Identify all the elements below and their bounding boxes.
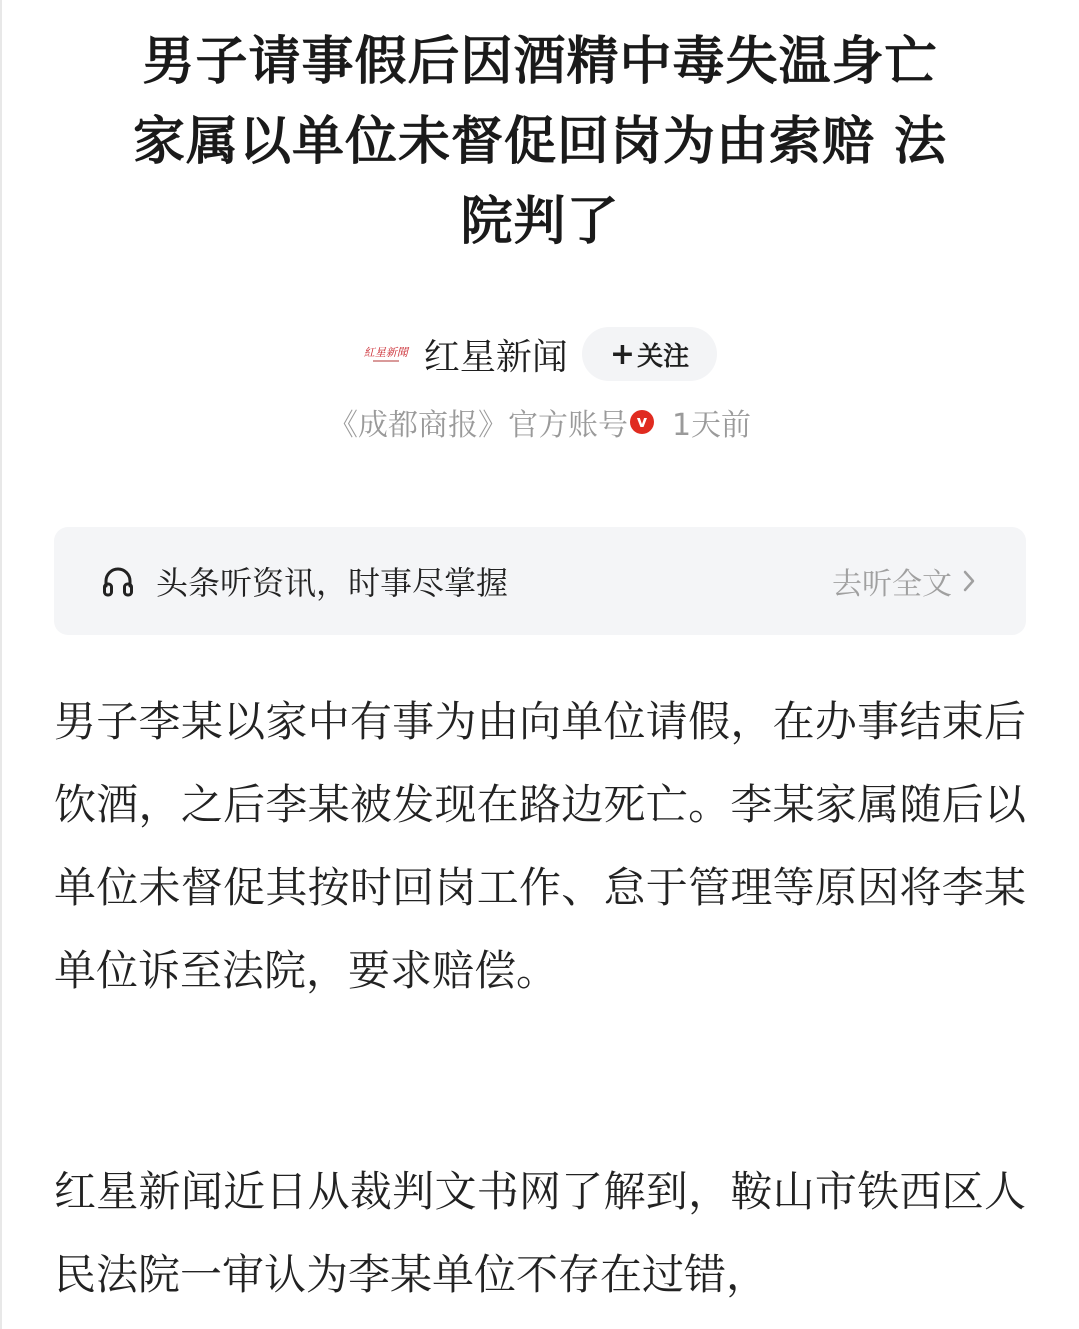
plus-icon: +: [609, 336, 636, 372]
source-name[interactable]: 红星新闻: [423, 336, 568, 378]
chevron-right-icon: [962, 569, 976, 593]
listen-promo-text: 头条听资讯，时事尽掌握: [156, 564, 509, 602]
body-paragraph: 男子李某以家中有事为由向单位请假，在办事结束后饮酒，之后李某被发现在路边死亡。李某家属随后以单位未督促其按时回岗工作、怠于管理等原因将李某单位诉至法院，要求赔偿。: [54, 697, 1026, 995]
account-type: 《成都商报》官方账号: [327, 408, 628, 443]
follow-button[interactable]: [582, 327, 717, 381]
source-logo-underline: [373, 360, 399, 362]
publish-time: 1天前: [671, 408, 752, 443]
listen-full-text-button[interactable]: [832, 559, 976, 603]
verified-badge-icon: v: [630, 410, 654, 434]
source-row: [0, 326, 1079, 382]
headphone-icon: [100, 563, 136, 599]
article-title: 男子请事假后因酒精中毒失温身亡 家属以单位未督促回岗为由索赔 法院判了: [132, 32, 948, 252]
follow-label: 关注: [637, 341, 690, 372]
meta-row: [0, 398, 1079, 446]
source-logo[interactable]: [362, 344, 410, 364]
page-edge: [0, 0, 2, 1329]
body-paragraph: 红星新闻近日从裁判文书网了解到，鞍山市铁西区人民法院一审认为李某单位不存在过错，: [54, 1167, 1026, 1299]
listen-full-text-label: 去听全文: [832, 567, 952, 602]
source-logo-text: 紅星新聞: [363, 345, 408, 359]
listen-bar[interactable]: [54, 527, 1026, 635]
